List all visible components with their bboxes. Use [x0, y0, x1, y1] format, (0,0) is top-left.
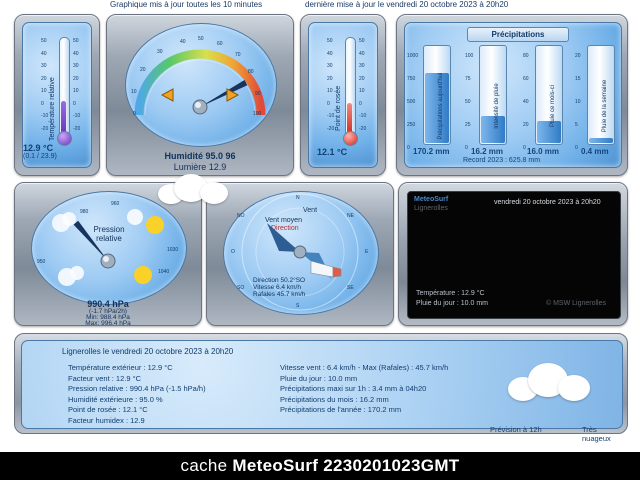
precipitation-bar-month — [535, 45, 563, 145]
panel-precipitations[interactable] — [396, 14, 628, 176]
lcd-rain: Pluie du jour : 10.0 mm — [416, 300, 488, 307]
precipitations-face — [404, 22, 622, 168]
lcd-datetime: vendredi 20 octobre 2023 à 20h20 — [494, 199, 601, 206]
compass-label-e: E — [365, 249, 369, 255]
dew-point-label: Point de rosée — [335, 85, 342, 131]
pressure-tick-1040: 1040 — [158, 269, 170, 275]
panel-wind-compass[interactable] — [206, 182, 394, 326]
precipitations-title: Précipitations — [467, 27, 569, 42]
humidity-gauge-subtitle: Lumière 12.9 — [173, 162, 227, 172]
pressure-tick-980: 980 — [80, 209, 89, 215]
precipitation-bar-rate-fill — [481, 116, 505, 143]
precipitation-value-month: 16.0 mm — [527, 147, 560, 156]
summary-forecast-value: Très nuageux — [582, 425, 611, 443]
precipitation-bar-today — [423, 45, 451, 145]
pressure-min: Min: 988.4 hPa — [86, 314, 130, 321]
wind-legend-line2: Direction — [271, 225, 299, 232]
summary-forecast-label: Prévision à 12h — [490, 425, 542, 434]
precipitation-bar-week-fill — [589, 138, 613, 143]
footer-code: 2230201023GMT — [318, 456, 460, 475]
dew-point-scale-left: 50 40 30 20 10 0 -10 -20 — [327, 38, 335, 132]
footer-brand: MeteoSurf — [232, 456, 319, 475]
precipitation-bar-month-fill — [537, 121, 561, 143]
humidity-tick-30: 30 — [157, 49, 163, 55]
precipitation-scale-month: 80 60 40 20 0 — [523, 53, 529, 151]
humidity-tick-40: 40 — [180, 39, 186, 45]
lcd-station: Lignerolles — [414, 205, 448, 212]
compass-label-o: O — [231, 249, 235, 255]
pressure-max: Max: 996.4 hPa — [85, 320, 131, 327]
footer-bar — [0, 452, 640, 480]
summary-right-column — [280, 363, 448, 416]
panel-temperature-relative[interactable] — [14, 14, 100, 176]
precipitation-scale-today: 1000 750 500 250 0 — [407, 53, 419, 151]
precipitation-caption-week: Pluie de la semaine — [602, 79, 608, 133]
panel-dew-point[interactable] — [300, 14, 386, 176]
footer-prefix: cache — [180, 456, 233, 475]
cloud-decoration — [158, 172, 232, 206]
pressure-tick-1030: 1030 — [167, 247, 179, 253]
precipitation-value-rate: 16.2 mm — [471, 147, 504, 156]
compass-label-n: N — [296, 195, 300, 201]
precipitation-record: Record 2023 : 625.8 mm — [463, 157, 541, 164]
wind-readout-gust: Rafales 45.7 km/h — [253, 291, 306, 298]
humidity-tick-100: 100 — [253, 111, 262, 117]
summary-rain-max-hour: Précipitations maxi sur 1h : 3.4 mm à 04h20 — [280, 384, 427, 393]
humidity-tick-20: 20 — [140, 67, 146, 73]
summary-forecast-icon — [508, 357, 594, 403]
temperature-relative-value — [23, 143, 57, 160]
lcd-brand: MeteoSurf — [414, 196, 449, 203]
panel-summary[interactable] — [14, 333, 628, 443]
wind-title-line1: Vent — [303, 207, 318, 214]
summary-temp-ext: Température extérieur : 12.9 °C — [68, 363, 173, 372]
wind-readout-direction: Direction 50.2°SO — [253, 277, 306, 284]
header-lines — [0, 0, 640, 12]
pressure-value: 990.4 hPa — [87, 299, 129, 309]
summary-inner — [21, 340, 623, 443]
humidity-tick-60: 60 — [217, 41, 223, 47]
compass-label-so: SO — [237, 285, 245, 291]
summary-dew-point: Point de rosée : 12.1 °C — [68, 405, 148, 414]
wind-readout-speed: Vitesse 6.4 km/h — [253, 284, 301, 291]
pressure-delta: (-1.7 hPa/2h) — [89, 308, 127, 315]
lcd-temperature: Température : 12.9 °C — [416, 290, 485, 297]
pressure-label-line2: relative — [96, 234, 122, 243]
summary-pressure: Pression relative : 990.4 hPa (-1.5 hPa/h) — [68, 384, 206, 393]
temperature-relative-mercury — [61, 101, 66, 135]
pressure-tick-950: 950 — [37, 259, 46, 265]
summary-humidex: Facteur humidex : 12.9 — [68, 415, 145, 425]
summary-rain-year: Précipitations de l'année : 170.2 mm — [280, 405, 402, 414]
summary-wind-speed: Vitesse vent : 6.4 km/h - Max (Rafales) : 45.7 km/h — [280, 363, 449, 372]
temperature-relative-value-text: 12.9 °C — [23, 143, 54, 153]
lcd-screen[interactable] — [407, 191, 621, 319]
footer-text — [0, 456, 640, 476]
compass-label-ne: NE — [347, 213, 354, 219]
humidity-marker-left — [162, 89, 173, 101]
summary-title: Lignerolles le vendredi 20 octobre 2023 à 20h20 — [62, 347, 234, 356]
precipitation-bar-today-fill — [425, 73, 449, 143]
summary-rain-day: Pluie du jour : 10.0 mm — [280, 373, 358, 383]
temperature-relative-range: (0.1 / 23.9) — [23, 153, 57, 160]
precipitation-value-today: 170.2 mm — [413, 147, 450, 156]
pressure-tick-960: 960 — [111, 201, 120, 207]
humidity-tick-90: 90 — [255, 91, 261, 97]
compass-label-no: NO — [237, 213, 245, 219]
pressure-label — [69, 225, 149, 243]
humidity-tick-10: 10 — [131, 89, 137, 95]
humidity-tick-80: 80 — [248, 69, 254, 75]
humidity-tick-70: 70 — [235, 52, 241, 58]
precipitation-caption-month: Pluie ce mois-ci — [550, 85, 556, 128]
header-update-interval: Graphique mis à jour toutes les 10 minutes — [110, 0, 263, 9]
panel-lcd-console[interactable] — [398, 182, 628, 326]
precipitation-caption-rate: Intensité de pluie — [494, 83, 500, 129]
precipitation-caption-today: Précipitations aujourd'hui — [438, 72, 444, 140]
pressure-label-line1: Pression — [93, 225, 125, 234]
precipitation-bar-rate — [479, 45, 507, 145]
humidity-gauge-title: Humidité 95.0 96 — [164, 151, 236, 161]
summary-rain-month: Précipitations du mois : 16.2 mm — [280, 394, 389, 404]
precipitation-scale-week: 20 15 10 5 0 — [575, 53, 581, 151]
dew-point-value: 12.1 °C — [317, 147, 348, 157]
temperature-relative-scale-right: 50 40 30 20 10 0 -10 -20 — [73, 38, 81, 132]
lcd-copyright: © MSW Lignerolles — [546, 300, 607, 307]
compass-label-s: S — [296, 303, 300, 309]
humidity-tick-50: 50 — [198, 36, 204, 42]
precipitation-bar-week — [587, 45, 615, 145]
temperature-relative-bulb — [57, 131, 72, 146]
compass-label-se: SE — [347, 285, 354, 291]
humidity-tick-0: 0 — [133, 111, 136, 117]
temperature-relative-label: Température relative — [49, 77, 56, 141]
precipitation-scale-rate: 100 75 50 25 0 — [465, 53, 474, 151]
wind-legend-line1: Vent moyen — [265, 217, 302, 224]
dew-point-bulb — [343, 131, 358, 146]
header-last-update: dernière mise à jour le vendredi 20 octobre 2023 à 20h20 — [305, 0, 509, 9]
precipitation-value-week: 0.4 mm — [581, 147, 609, 156]
summary-left-column — [68, 363, 206, 426]
panel-humidity-gauge[interactable] — [106, 14, 294, 176]
temperature-relative-scale: 50 40 30 20 10 0 -10 -20 — [41, 38, 49, 132]
dew-point-scale-right: 50 40 30 20 10 0 -10 -20 — [359, 38, 367, 132]
summary-humidity: Humidité extérieure : 95.0 % — [68, 394, 163, 404]
summary-wind-chill: Facteur vent : 12.9 °C — [68, 373, 142, 383]
